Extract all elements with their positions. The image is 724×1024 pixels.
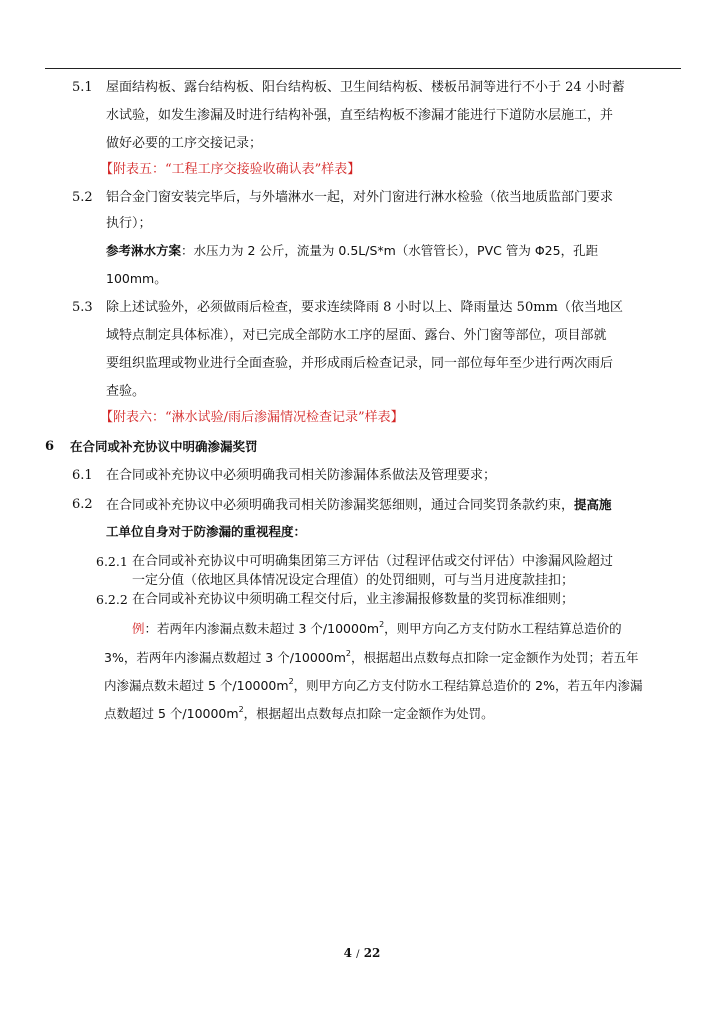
attachment-5-reference: 【附表五：“工程工序交接验收确认表”样表】 <box>100 162 361 177</box>
section-6-title: 在合同或补充协议中明确渗漏奖罚 <box>70 439 258 454</box>
example-line-1-end: ，则甲方向乙方支付防水工程结算总造价的 <box>384 621 622 636</box>
section-5-2-line-3 <box>106 238 598 264</box>
header-rule <box>45 68 681 69</box>
section-5-3-line-3: 要组织监理或物业进行全面查验，并形成雨后检查记录，同一部位每年至少进行两次雨后 <box>106 356 614 371</box>
example-line-2-text-a: 3%，若两年内渗漏点数超过 3 个/10000m <box>104 650 346 665</box>
section-5-3-line-2: 域特点制定具体标准），对已完成全部防水工序的屋面、露台、外门窗等部位，项目部就 <box>106 328 607 343</box>
section-6-2-1-number: 6.2.1 <box>96 554 128 569</box>
section-5-3-line-1: 除上述试验外，必须做雨后检查，要求连续降雨 8 小时以上、降雨量达 50mm（依当地区 <box>106 300 623 315</box>
superscript: 2 <box>345 648 351 658</box>
example-line-2-text-b: ，根据超出点数每点扣除一定金额作为处罚；若五年 <box>350 650 639 665</box>
section-5-2-line-2: 执行）； <box>106 216 152 231</box>
section-6-2-line-1 <box>106 492 612 519</box>
section-5-2-line-1: 铝合金门窗安装完毕后，与外墙淋水一起，对外门窗进行淋水检验（依当地质监部门要求 <box>106 190 614 205</box>
example-line-1-text: ：若两年内渗漏点数未超过 3 个/10000m <box>144 621 380 636</box>
section-6-number: 6 <box>45 439 55 454</box>
attachment-6-reference: 【附表六：“淋水试验/雨后渗漏情况检查记录”样表】 <box>100 410 404 425</box>
section-5-1-line-2: 水试验，如发生渗漏及时进行结构补强，直至结构板不渗漏才能进行下道防水层施工，并 <box>106 108 614 123</box>
section-6-2-1-line-1: 在合同或补充协议中可明确集团第三方评估（过程评估或交付评估）中渗漏风险超过 <box>132 554 614 569</box>
superscript: 2 <box>288 676 294 686</box>
section-5-1-line-1: 屋面结构板、露台结构板、阳台结构板、卫生间结构板、楼板吊洞等进行不小于 24 小时蓄 <box>106 80 625 95</box>
section-5-3-line-4: 查验。 <box>106 384 146 399</box>
section-6-1-text: 在合同或补充协议中必须明确我司相关防渗漏体系做法及管理要求； <box>106 468 497 483</box>
section-5-3-number: 5.3 <box>72 300 93 315</box>
section-6-1-number: 6.1 <box>72 468 93 483</box>
section-6-2-1-line-2: 一定分值（依地区具体情况设定合理值）的处罚细则，可与当月进度款挂扣； <box>132 573 575 588</box>
sprinkle-plan-label: 参考淋水方案 <box>106 243 182 258</box>
superscript: 2 <box>379 619 385 629</box>
section-6-2-line-1-emphasis: 提高施 <box>574 497 612 512</box>
example-label: 例 <box>132 621 145 636</box>
example-line-3 <box>104 673 642 699</box>
section-6-2-2-line-1: 在合同或补充协议中须明确工程交付后，业主渗漏报修数量的奖罚标准细则； <box>132 592 575 607</box>
page-number <box>0 946 724 960</box>
section-6-2-number: 6.2 <box>72 497 93 512</box>
page-total: 22 <box>363 946 381 960</box>
section-6-2-line-2: 工单位自身对于防渗漏的重视程度： <box>106 524 307 539</box>
example-line-1 <box>132 616 622 642</box>
example-line-3-text-b: ，则甲方向乙方支付防水工程结算总造价的 2%，若五年内渗漏 <box>293 678 643 693</box>
section-5-2-number: 5.2 <box>72 190 93 205</box>
page-separator: / <box>356 949 360 960</box>
example-line-2 <box>104 645 639 671</box>
example-line-3-text-a: 内渗漏点数未超过 5 个/10000m <box>104 678 289 693</box>
section-6-2-line-1-text: 在合同或补充协议中必须明确我司相关防渗漏奖惩细则，通过合同奖罚条款约束， <box>106 498 575 513</box>
page-current: 4 <box>343 946 352 960</box>
example-line-4-text-a: 点数超过 5 个/10000m <box>104 706 239 721</box>
example-line-4-text-b: ，根据超出点数每点扣除一定金额作为处罚。 <box>243 706 494 721</box>
section-6-2-2-number: 6.2.2 <box>96 592 128 607</box>
example-line-4 <box>104 701 494 727</box>
section-5-2-line-4: 100mm。 <box>106 271 167 286</box>
sprinkle-plan-text: ：水压力为 2 公斤，流量为 0.5L/S*m（水管管长），PVC 管为 Φ25，孔距 <box>181 243 599 258</box>
section-5-1-number: 5.1 <box>72 80 93 95</box>
section-5-1-line-3: 做好必要的工序交接记录； <box>106 136 263 151</box>
superscript: 2 <box>238 704 244 714</box>
